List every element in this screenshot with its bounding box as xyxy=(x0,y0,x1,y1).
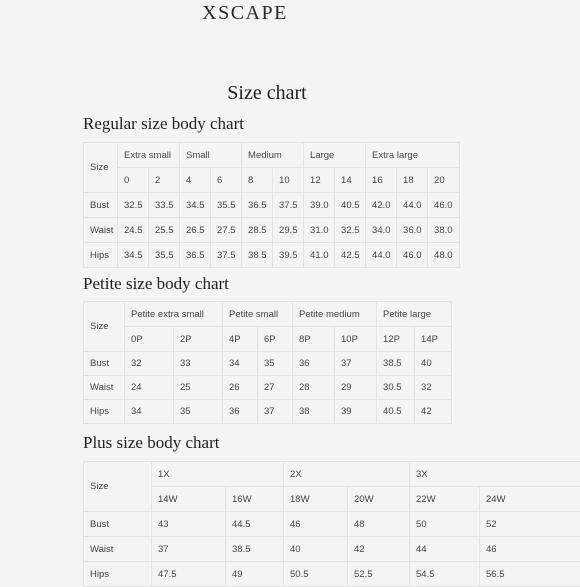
row-label: Hips xyxy=(84,243,118,268)
group-header: Petite extra small xyxy=(125,302,223,327)
cell: 35.5 xyxy=(149,243,180,268)
cell: 42 xyxy=(348,537,410,562)
cell: 25.5 xyxy=(149,218,180,243)
group-header: 1X xyxy=(152,462,284,487)
size-number: 20W xyxy=(348,487,410,512)
row-label: Bust xyxy=(84,352,125,376)
size-number: 10P xyxy=(335,327,377,352)
cell: 24 xyxy=(125,376,174,400)
cell: 42 xyxy=(415,400,452,424)
row-label: Bust xyxy=(84,193,118,218)
cell: 44.5 xyxy=(226,512,284,537)
cell: 52 xyxy=(480,512,580,537)
size-number: 16W xyxy=(226,487,284,512)
cell: 44.0 xyxy=(397,193,428,218)
cell: 40.5 xyxy=(335,193,366,218)
row-label: Bust xyxy=(84,512,152,537)
cell: 39 xyxy=(335,400,377,424)
size-number: 4P xyxy=(223,327,258,352)
group-header: Small xyxy=(180,143,242,168)
cell: 40 xyxy=(284,537,348,562)
size-header: Size xyxy=(84,462,152,512)
size-number: 14 xyxy=(335,168,366,193)
size-number: 0P xyxy=(125,327,174,352)
size-number: 14P xyxy=(415,327,452,352)
cell: 33.5 xyxy=(149,193,180,218)
size-number: 0 xyxy=(118,168,149,193)
cell: 36 xyxy=(293,352,335,376)
size-number: 12 xyxy=(304,168,335,193)
size-number-row xyxy=(84,487,580,512)
cell: 37.5 xyxy=(273,193,304,218)
size-number: 6P xyxy=(258,327,293,352)
cell: 38.0 xyxy=(428,218,460,243)
group-header: Petite small xyxy=(223,302,293,327)
cell: 49 xyxy=(226,562,284,587)
table-row xyxy=(84,243,460,268)
group-header: 3X xyxy=(410,462,580,487)
plus-chart-title: Plus size body chart xyxy=(83,433,219,453)
cell: 42.5 xyxy=(335,243,366,268)
cell: 35.5 xyxy=(211,193,242,218)
table-row xyxy=(84,376,452,400)
size-number: 24W xyxy=(480,487,580,512)
table-row xyxy=(84,352,452,376)
size-number: 22W xyxy=(410,487,480,512)
cell: 37 xyxy=(258,400,293,424)
cell: 39.0 xyxy=(304,193,335,218)
cell: 48.0 xyxy=(428,243,460,268)
group-header: Large xyxy=(304,143,366,168)
cell: 54.5 xyxy=(410,562,480,587)
cell: 37 xyxy=(335,352,377,376)
row-label: Hips xyxy=(84,400,125,424)
petite-size-table xyxy=(83,301,452,424)
size-number: 12P xyxy=(377,327,415,352)
cell: 46 xyxy=(480,537,580,562)
size-number: 4 xyxy=(180,168,211,193)
table-row xyxy=(84,512,580,537)
cell: 26 xyxy=(223,376,258,400)
cell: 34 xyxy=(223,352,258,376)
cell: 31.0 xyxy=(304,218,335,243)
regular-size-table xyxy=(83,142,460,268)
cell: 38.5 xyxy=(377,352,415,376)
row-label: Waist xyxy=(84,537,152,562)
group-header: 2X xyxy=(284,462,410,487)
cell: 46 xyxy=(284,512,348,537)
cell: 29.5 xyxy=(273,218,304,243)
size-header: Size xyxy=(84,302,125,352)
cell: 27 xyxy=(258,376,293,400)
size-number-row xyxy=(84,327,452,352)
size-number: 18 xyxy=(397,168,428,193)
size-number: 20 xyxy=(428,168,460,193)
size-number: 8P xyxy=(293,327,335,352)
row-label: Hips xyxy=(84,562,152,587)
page-title: Size chart xyxy=(0,82,534,105)
cell: 35 xyxy=(258,352,293,376)
cell: 43 xyxy=(152,512,226,537)
cell: 40 xyxy=(415,352,452,376)
group-header: Petite medium xyxy=(293,302,377,327)
size-number: 16 xyxy=(366,168,397,193)
size-header: Size xyxy=(84,143,118,193)
table-row xyxy=(84,537,580,562)
cell: 25 xyxy=(174,376,223,400)
table-header-row xyxy=(84,462,580,487)
cell: 36.5 xyxy=(242,193,273,218)
regular-chart-title: Regular size body chart xyxy=(83,114,244,134)
table-row xyxy=(84,562,580,587)
size-number-row xyxy=(84,168,460,193)
cell: 36 xyxy=(223,400,258,424)
cell: 32.5 xyxy=(335,218,366,243)
table-row xyxy=(84,400,452,424)
cell: 34.5 xyxy=(118,243,149,268)
size-number: 18W xyxy=(284,487,348,512)
cell: 48 xyxy=(348,512,410,537)
cell: 24.5 xyxy=(118,218,149,243)
cell: 39.5 xyxy=(273,243,304,268)
table-header-row xyxy=(84,143,460,168)
row-label: Waist xyxy=(84,218,118,243)
cell: 34 xyxy=(125,400,174,424)
cell: 26.5 xyxy=(180,218,211,243)
size-number: 8 xyxy=(242,168,273,193)
cell: 33 xyxy=(174,352,223,376)
group-header: Extra small xyxy=(118,143,180,168)
cell: 28 xyxy=(293,376,335,400)
size-number: 14W xyxy=(152,487,226,512)
cell: 42.0 xyxy=(366,193,397,218)
group-header: Extra large xyxy=(366,143,460,168)
cell: 41.0 xyxy=(304,243,335,268)
table-row xyxy=(84,193,460,218)
cell: 56.5 xyxy=(480,562,580,587)
cell: 52.5 xyxy=(348,562,410,587)
row-label: Waist xyxy=(84,376,125,400)
cell: 35 xyxy=(174,400,223,424)
petite-chart-title: Petite size body chart xyxy=(83,274,229,294)
size-number: 2P xyxy=(174,327,223,352)
cell: 37 xyxy=(152,537,226,562)
cell: 46.0 xyxy=(397,243,428,268)
cell: 32 xyxy=(415,376,452,400)
cell: 36.0 xyxy=(397,218,428,243)
cell: 47.5 xyxy=(152,562,226,587)
cell: 28.5 xyxy=(242,218,273,243)
cell: 36.5 xyxy=(180,243,211,268)
cell: 29 xyxy=(335,376,377,400)
cell: 38.5 xyxy=(226,537,284,562)
brand-logo: XSCAPE xyxy=(0,2,490,25)
group-header: Petite large xyxy=(377,302,452,327)
cell: 32 xyxy=(125,352,174,376)
size-number: 10 xyxy=(273,168,304,193)
cell: 38 xyxy=(293,400,335,424)
size-number: 2 xyxy=(149,168,180,193)
cell: 32.5 xyxy=(118,193,149,218)
cell: 34.5 xyxy=(180,193,211,218)
table-row xyxy=(84,218,460,243)
cell: 44.0 xyxy=(366,243,397,268)
cell: 50 xyxy=(410,512,480,537)
cell: 38.5 xyxy=(242,243,273,268)
size-number: 6 xyxy=(211,168,242,193)
group-header: Medium xyxy=(242,143,304,168)
cell: 30.5 xyxy=(377,376,415,400)
table-header-row xyxy=(84,302,452,327)
plus-size-table xyxy=(83,461,580,587)
cell: 34.0 xyxy=(366,218,397,243)
cell: 40.5 xyxy=(377,400,415,424)
cell: 46.0 xyxy=(428,193,460,218)
cell: 27.5 xyxy=(211,218,242,243)
cell: 50.5 xyxy=(284,562,348,587)
cell: 37.5 xyxy=(211,243,242,268)
cell: 44 xyxy=(410,537,480,562)
